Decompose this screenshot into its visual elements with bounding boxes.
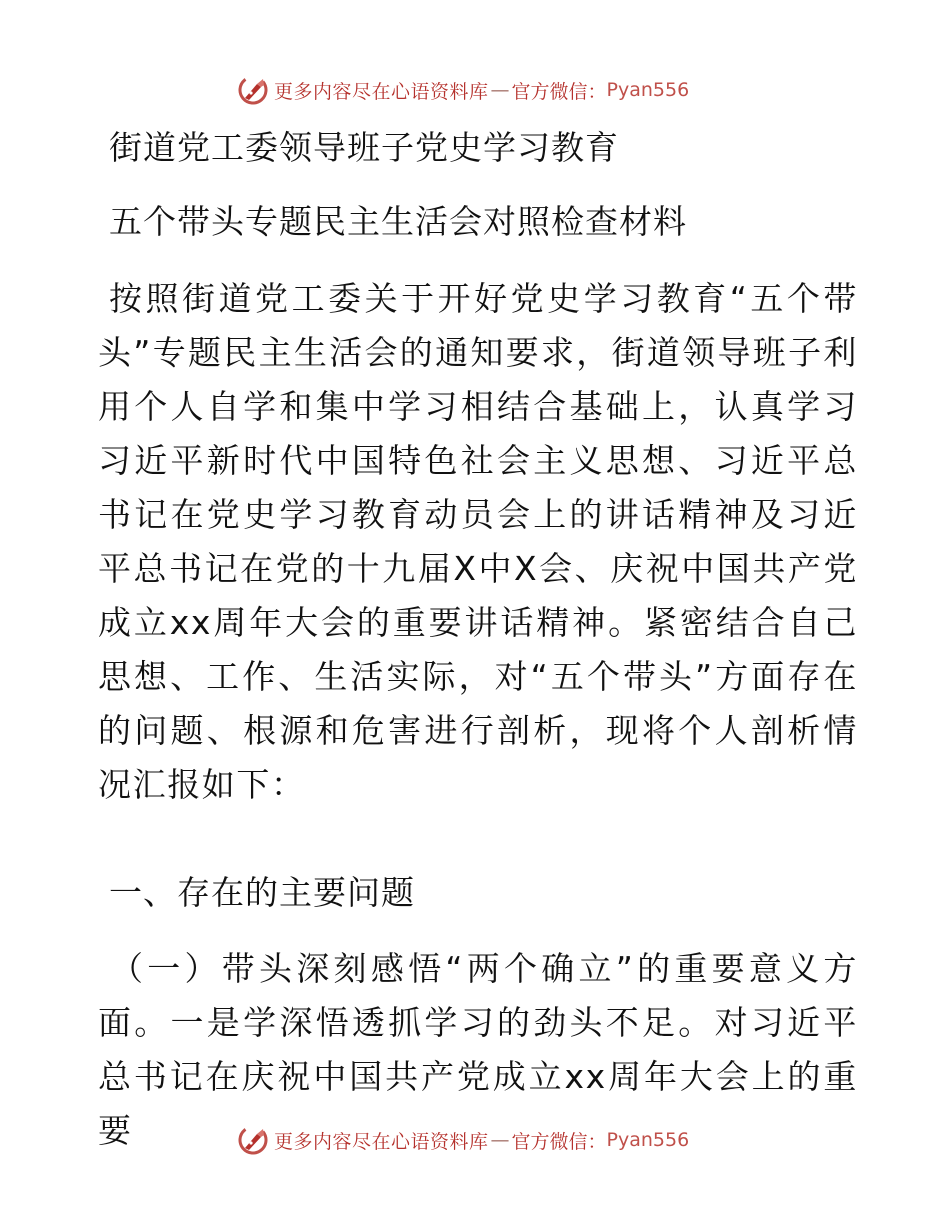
document-title-line-2: 五个带头专题民主生活会对照检查材料 xyxy=(109,202,687,241)
document-title-line-1: 街道党工委领导班子党史学习教育 xyxy=(109,128,619,167)
watermark-wechat-label: 官方微信： xyxy=(511,80,607,103)
pen-nib-logo-icon xyxy=(236,1123,270,1157)
intro-paragraph: 按照街道党工委关于开好党史学习教育“五个带头”专题民主生活会的通知要求，街道领导班子利用个人自学和集中学习相结合基础上，认真学习习近平新时代中国特色社会主义思想、习近平总书记在党史学习教育动员会上的讲话精神及习近平总书记在党的十九届X中X会、庆祝中国共产党成立xx周年大会的重要讲话精神。紧密结合自己思想、工作、生活实际，对“五个带头”方面存在的问题、根源和危害进行剖析，现将个人剖析情况汇报如下： xyxy=(98,279,858,804)
watermark-dash: — xyxy=(490,1129,510,1151)
watermark-header xyxy=(236,72,689,108)
section-paragraph: （一）带头深刻感悟“两个确立”的重要意义方面。一是学深悟透抓学习的劲头不足。对习近平总书记在庆祝中国共产党成立xx周年大会上的重要 xyxy=(98,949,858,1150)
watermark-wechat-label: 官方微信： xyxy=(511,1130,607,1153)
section-heading: 一、存在的主要问题 xyxy=(109,873,415,912)
watermark-wechat-id: Pyan556 xyxy=(606,1129,690,1151)
watermark-dash: — xyxy=(490,79,510,101)
watermark-footer xyxy=(236,1122,689,1158)
watermark-wechat-id: Pyan556 xyxy=(606,79,690,101)
watermark-main-text: 更多内容尽在心语资料库 xyxy=(274,80,489,103)
watermark-main-text: 更多内容尽在心语资料库 xyxy=(274,1130,489,1153)
pen-nib-logo-icon xyxy=(236,73,270,107)
